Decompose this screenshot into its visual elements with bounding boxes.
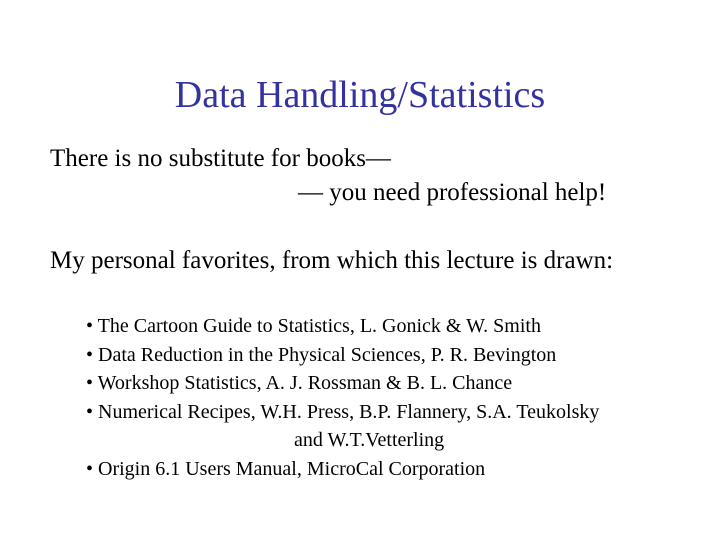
- book-item-data-reduction: • Data Reduction in the Physical Sciences, P. R. Bevington: [86, 343, 557, 366]
- book-item-numerical-recipes-text: • Numerical Recipes, W.H. Press, B.P. Flannery, S.A. Teukolsky: [86, 400, 600, 423]
- book-item-workshop-statistics: • Workshop Statistics, A. J. Rossman & B. L. Chance: [86, 372, 513, 395]
- intro-line-1: There is no substitute for books—: [50, 145, 391, 172]
- book-item-cartoon-guide: • The Cartoon Guide to Statistics, L. Gonick & W. Smith: [86, 315, 541, 337]
- book-item-numerical-recipes: [86, 398, 599, 455]
- book-item-numerical-recipes-continuation: and W.T.Vetterling: [294, 429, 445, 452]
- favorites-heading: My personal favorites, from which this lecture is drawn:: [50, 247, 614, 274]
- slide-title: Data Handling/Statistics: [174, 74, 546, 116]
- book-list: [86, 312, 599, 484]
- book-item-origin-manual: • Origin 6.1 Users Manual, MicroCal Corporation: [86, 457, 486, 480]
- intro-line-2: — you need professional help!: [298, 179, 607, 206]
